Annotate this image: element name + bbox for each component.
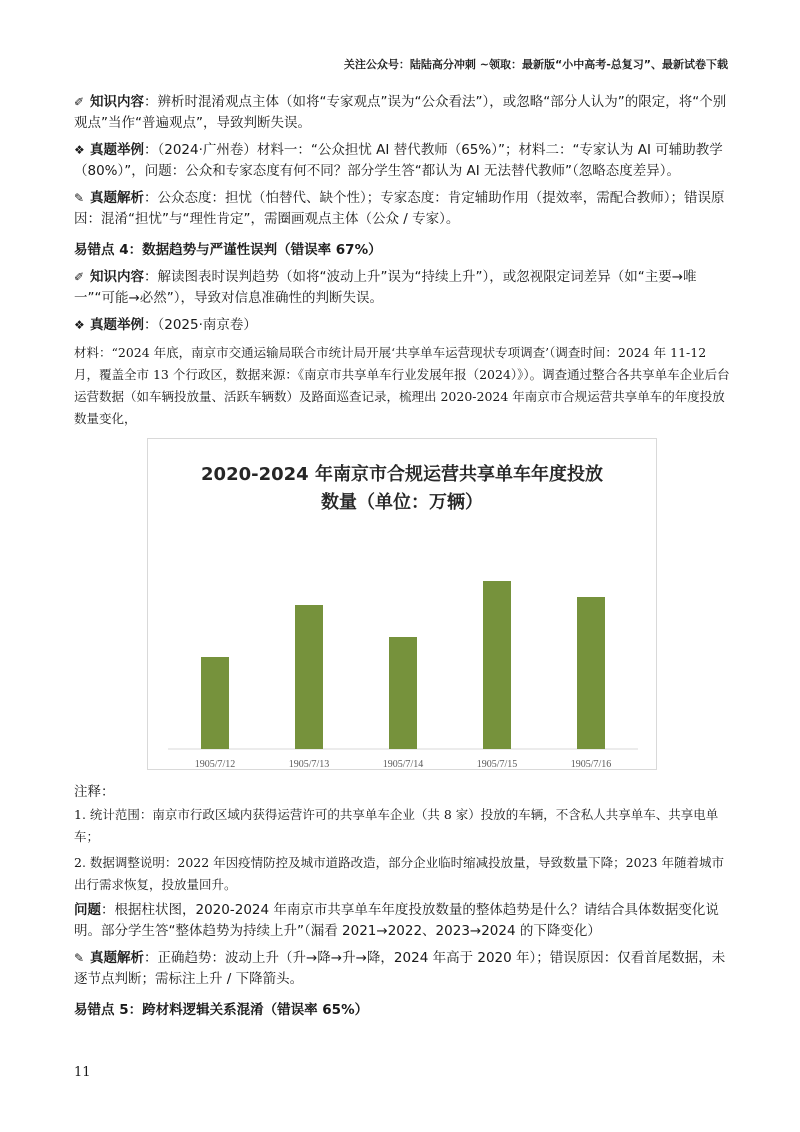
- section-heading-4: 易错点 4：数据趋势与严谨性误判（错误率 67%）: [74, 242, 382, 258]
- pen-icon: ✎: [74, 191, 85, 205]
- chart-title-line2: 数量（单位：万辆）: [321, 492, 483, 513]
- pencil-icon: ✐: [74, 270, 85, 284]
- bar-2: [389, 637, 417, 749]
- analysis-paragraph-4: [74, 948, 730, 990]
- analysis-label: 真题解析: [90, 950, 144, 966]
- page-content: [74, 92, 730, 1027]
- pen-icon: ✎: [74, 951, 85, 965]
- note-2: 2. 数据调整说明：2022 年因疫情防控及城市道路改造，部分企业临时缩减投放量，导致数量下降；2023 年随着城市出行需求恢复，投放量回升。: [74, 855, 724, 892]
- pencil-icon: ✐: [74, 95, 85, 109]
- bar-4: [577, 597, 605, 749]
- knowledge-paragraph-4: [74, 267, 730, 309]
- knowledge-text: ：辨析时混淆观点主体（如将“专家观点”误为“公众看法”），或忽略“部分人认为”的限定，将“个别观点”当作“普遍观点”，导致判断失误。: [74, 94, 727, 131]
- example-label: 真题举例: [90, 317, 144, 333]
- example-text: ：（2025·南京卷）: [144, 317, 257, 333]
- example-paragraph-4: [74, 315, 730, 336]
- x-tick-label-3: 1905/7/15: [476, 759, 518, 769]
- example-text: ：（2024·广州卷）材料一：“公众担忧 AI 替代教师（65%）”；材料二：“专家认为 AI 可辅助教学（80%）”，问题：公众和专家态度有何不同？部分学生答“都认为 AI 无法替代教师”（忽略态度差异）。: [74, 142, 723, 179]
- example-label: 真题举例: [90, 142, 144, 158]
- notes-title: 注释：: [74, 784, 115, 800]
- page-header: 关注公众号：陆陆高分冲刺 ~领取：最新版“小中高考-总复习”、最新试卷下载: [343, 58, 728, 71]
- chart-plot: [148, 439, 656, 769]
- diamond-bullet-icon: ❖: [74, 143, 85, 157]
- page-number: 11: [74, 1065, 91, 1080]
- diamond-bullet-icon: ❖: [74, 318, 85, 332]
- chart-title-line1: 2020-2024 年南京市合规运营共享单车年度投放: [201, 464, 603, 485]
- analysis-text: ：正确趋势：波动上升（升→降→升→降，2024 年高于 2020 年）；错误原因：仅看首尾数据，未逐节点判断；需标注上升 / 下降箭头。: [74, 950, 726, 987]
- x-tick-label-2: 1905/7/14: [382, 759, 424, 769]
- bar-chart: [147, 438, 657, 770]
- analysis-label: 真题解析: [90, 190, 144, 206]
- note-1: 1. 统计范围：南京市行政区域内获得运营许可的共享单车企业（共 8 家）投放的车辆，不含私人共享单车、共享电单车；: [74, 807, 719, 844]
- bar-0: [201, 657, 229, 749]
- question-label: 问题: [74, 902, 101, 918]
- x-tick-label-4: 1905/7/16: [570, 759, 612, 769]
- x-tick-label-1: 1905/7/13: [288, 759, 330, 769]
- analysis-text: ：公众态度：担忧（怕替代、缺个性）；专家态度：肯定辅助作用（提效率，需配合教师）；错误原因：混淆“担忧”与“理性肯定”，需圈画观点主体（公众 / 专家）。: [74, 190, 725, 227]
- knowledge-paragraph-3: [74, 92, 730, 134]
- analysis-paragraph-3: [74, 188, 730, 230]
- knowledge-label: 知识内容: [90, 269, 144, 285]
- section-heading-5: 易错点 5：跨材料逻辑关系混淆（错误率 65%）: [74, 1002, 369, 1018]
- material-paragraph: 材料：“2024 年底，南京市交通运输局联合市统计局开展‘共享单车运营现状专项调查’（调查时间：2024 年 11-12 月，覆盖全市 13 个行政区，数据来源：《南京市共享单车行业发展年报（2024）》）。调查通过整合各共享单车企业后台运营数据（如车辆投放量、活跃车辆数）及路面巡查记录，梳理出 2020-2024 年南京市合规运营共享单车的年度投放数量变化，: [74, 345, 730, 426]
- example-paragraph-3: [74, 140, 730, 182]
- knowledge-text: ：解读图表时误判趋势（如将“波动上升”误为“持续上升”），或忽视限定词差异（如“主要→唯一”“可能→必然”），导致对信息准确性的判断失误。: [74, 269, 697, 306]
- knowledge-label: 知识内容: [90, 94, 144, 110]
- question-text: ：根据柱状图，2020-2024 年南京市共享单车年度投放数量的整体趋势是什么？请结合具体数据变化说明。部分学生答“整体趋势为持续上升”（漏看 2021→2022、2023→2024 的下降变化）: [74, 902, 719, 939]
- bar-3: [483, 581, 511, 749]
- question-paragraph: [74, 900, 730, 942]
- bar-1: [295, 605, 323, 749]
- x-tick-label-0: 1905/7/12: [194, 759, 236, 769]
